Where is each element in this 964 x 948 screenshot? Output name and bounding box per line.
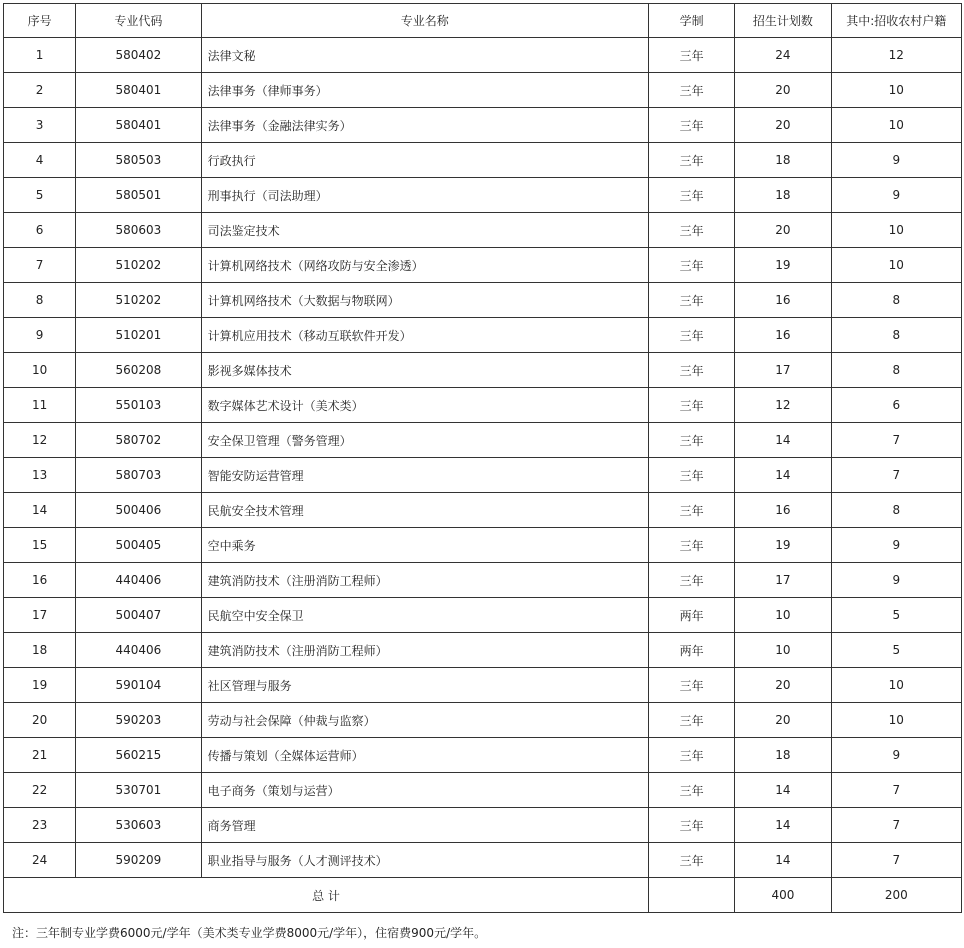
cell-name: 安全保卫管理（警务管理） xyxy=(201,423,648,458)
table-row xyxy=(4,668,962,703)
cell-duration: 三年 xyxy=(649,143,735,178)
cell-code: 580501 xyxy=(76,178,201,213)
table-row xyxy=(4,528,962,563)
cell-duration: 三年 xyxy=(649,773,735,808)
table-row xyxy=(4,353,962,388)
table-row xyxy=(4,598,962,633)
table-row xyxy=(4,493,962,528)
cell-quota: 10 xyxy=(735,633,831,668)
table-row xyxy=(4,213,962,248)
cell-quota: 10 xyxy=(735,598,831,633)
cell-name: 法律文秘 xyxy=(201,38,648,73)
cell-name: 司法鉴定技术 xyxy=(201,213,648,248)
cell-rural: 12 xyxy=(831,38,961,73)
table-row xyxy=(4,143,962,178)
cell-index: 23 xyxy=(4,808,76,843)
cell-code: 550103 xyxy=(76,388,201,423)
cell-rural: 8 xyxy=(831,318,961,353)
table-row xyxy=(4,738,962,773)
cell-code: 440406 xyxy=(76,563,201,598)
cell-code: 510202 xyxy=(76,248,201,283)
cell-duration: 三年 xyxy=(649,248,735,283)
cell-duration: 三年 xyxy=(649,178,735,213)
cell-name: 行政执行 xyxy=(201,143,648,178)
cell-rural: 7 xyxy=(831,808,961,843)
cell-quota: 20 xyxy=(735,73,831,108)
cell-rural: 10 xyxy=(831,703,961,738)
cell-code: 590209 xyxy=(76,843,201,878)
table-row xyxy=(4,73,962,108)
cell-quota: 14 xyxy=(735,843,831,878)
cell-rural: 10 xyxy=(831,248,961,283)
cell-index: 4 xyxy=(4,143,76,178)
table-row xyxy=(4,283,962,318)
cell-rural: 8 xyxy=(831,283,961,318)
cell-index: 18 xyxy=(4,633,76,668)
table-row xyxy=(4,808,962,843)
cell-code: 510201 xyxy=(76,318,201,353)
cell-index: 7 xyxy=(4,248,76,283)
cell-quota: 16 xyxy=(735,318,831,353)
cell-quota: 12 xyxy=(735,388,831,423)
table-row xyxy=(4,318,962,353)
cell-name: 计算机网络技术（大数据与物联网） xyxy=(201,283,648,318)
cell-name: 传播与策划（全媒体运营师） xyxy=(201,738,648,773)
cell-rural: 9 xyxy=(831,178,961,213)
cell-name: 劳动与社会保障（仲裁与监察） xyxy=(201,703,648,738)
cell-duration: 三年 xyxy=(649,283,735,318)
cell-name: 计算机应用技术（移动互联软件开发） xyxy=(201,318,648,353)
cell-index: 11 xyxy=(4,388,76,423)
cell-rural: 5 xyxy=(831,598,961,633)
cell-duration: 三年 xyxy=(649,808,735,843)
cell-quota: 20 xyxy=(735,213,831,248)
cell-index: 9 xyxy=(4,318,76,353)
cell-index: 19 xyxy=(4,668,76,703)
table-row xyxy=(4,773,962,808)
cell-duration: 三年 xyxy=(649,458,735,493)
cell-code: 580603 xyxy=(76,213,201,248)
cell-quota: 18 xyxy=(735,738,831,773)
table-row xyxy=(4,388,962,423)
cell-index: 20 xyxy=(4,703,76,738)
table-body xyxy=(4,38,962,878)
cell-duration: 三年 xyxy=(649,703,735,738)
cell-rural: 9 xyxy=(831,528,961,563)
cell-quota: 17 xyxy=(735,353,831,388)
cell-code: 580401 xyxy=(76,108,201,143)
cell-code: 530603 xyxy=(76,808,201,843)
table-row xyxy=(4,178,962,213)
cell-index: 13 xyxy=(4,458,76,493)
cell-code: 590104 xyxy=(76,668,201,703)
cell-index: 12 xyxy=(4,423,76,458)
table-row xyxy=(4,843,962,878)
cell-name: 刑事执行（司法助理） xyxy=(201,178,648,213)
cell-code: 590203 xyxy=(76,703,201,738)
cell-quota: 16 xyxy=(735,493,831,528)
table-row xyxy=(4,458,962,493)
cell-quota: 14 xyxy=(735,773,831,808)
header-index: 序号 xyxy=(4,4,76,38)
cell-duration: 三年 xyxy=(649,528,735,563)
cell-code: 500407 xyxy=(76,598,201,633)
cell-index: 6 xyxy=(4,213,76,248)
cell-quota: 18 xyxy=(735,143,831,178)
cell-rural: 7 xyxy=(831,843,961,878)
cell-index: 8 xyxy=(4,283,76,318)
cell-duration: 三年 xyxy=(649,493,735,528)
table-row xyxy=(4,633,962,668)
cell-rural: 10 xyxy=(831,213,961,248)
header-rural: 其中:招收农村户籍 xyxy=(831,4,961,38)
table-row xyxy=(4,423,962,458)
cell-quota: 19 xyxy=(735,248,831,283)
cell-name: 社区管理与服务 xyxy=(201,668,648,703)
total-duration xyxy=(649,878,735,913)
cell-index: 1 xyxy=(4,38,76,73)
cell-index: 17 xyxy=(4,598,76,633)
table-row xyxy=(4,703,962,738)
cell-name: 建筑消防技术（注册消防工程师） xyxy=(201,563,648,598)
cell-duration: 三年 xyxy=(649,563,735,598)
cell-duration: 三年 xyxy=(649,423,735,458)
cell-name: 智能安防运营管理 xyxy=(201,458,648,493)
cell-quota: 14 xyxy=(735,808,831,843)
table-header-row xyxy=(4,4,962,38)
cell-name: 民航空中安全保卫 xyxy=(201,598,648,633)
cell-code: 510202 xyxy=(76,283,201,318)
cell-duration: 三年 xyxy=(649,73,735,108)
table-row xyxy=(4,563,962,598)
cell-name: 空中乘务 xyxy=(201,528,648,563)
cell-duration: 两年 xyxy=(649,633,735,668)
cell-rural: 5 xyxy=(831,633,961,668)
cell-index: 5 xyxy=(4,178,76,213)
fee-note: 注：三年制专业学费6000元/学年（美术类专业学费8000元/学年），住宿费900元/学年。 xyxy=(12,926,487,940)
cell-index: 2 xyxy=(4,73,76,108)
total-label: 总 计 xyxy=(4,878,649,913)
cell-code: 580703 xyxy=(76,458,201,493)
cell-name: 电子商务（策划与运营） xyxy=(201,773,648,808)
header-quota: 招生计划数 xyxy=(735,4,831,38)
cell-code: 580503 xyxy=(76,143,201,178)
cell-duration: 三年 xyxy=(649,738,735,773)
cell-rural: 8 xyxy=(831,493,961,528)
cell-quota: 20 xyxy=(735,703,831,738)
cell-code: 500406 xyxy=(76,493,201,528)
cell-rural: 9 xyxy=(831,143,961,178)
cell-name: 数字媒体艺术设计（美术类） xyxy=(201,388,648,423)
total-rural: 200 xyxy=(831,878,961,913)
header-duration: 学制 xyxy=(649,4,735,38)
cell-quota: 17 xyxy=(735,563,831,598)
cell-name: 职业指导与服务（人才测评技术） xyxy=(201,843,648,878)
cell-index: 14 xyxy=(4,493,76,528)
cell-quota: 14 xyxy=(735,423,831,458)
cell-quota: 24 xyxy=(735,38,831,73)
cell-rural: 7 xyxy=(831,773,961,808)
table-row xyxy=(4,248,962,283)
cell-quota: 19 xyxy=(735,528,831,563)
cell-index: 10 xyxy=(4,353,76,388)
cell-duration: 三年 xyxy=(649,353,735,388)
cell-rural: 7 xyxy=(831,458,961,493)
cell-index: 3 xyxy=(4,108,76,143)
cell-index: 24 xyxy=(4,843,76,878)
enrollment-plan-table xyxy=(3,3,962,913)
cell-rural: 10 xyxy=(831,668,961,703)
cell-code: 560208 xyxy=(76,353,201,388)
cell-code: 580702 xyxy=(76,423,201,458)
cell-code: 500405 xyxy=(76,528,201,563)
cell-rural: 9 xyxy=(831,738,961,773)
cell-rural: 7 xyxy=(831,423,961,458)
table-row xyxy=(4,108,962,143)
cell-code: 580402 xyxy=(76,38,201,73)
cell-index: 21 xyxy=(4,738,76,773)
cell-rural: 6 xyxy=(831,388,961,423)
header-name: 专业名称 xyxy=(201,4,648,38)
cell-code: 440406 xyxy=(76,633,201,668)
cell-quota: 14 xyxy=(735,458,831,493)
cell-rural: 8 xyxy=(831,353,961,388)
cell-name: 建筑消防技术（注册消防工程师） xyxy=(201,633,648,668)
cell-name: 法律事务（金融法律实务） xyxy=(201,108,648,143)
cell-code: 530701 xyxy=(76,773,201,808)
cell-index: 22 xyxy=(4,773,76,808)
cell-name: 民航安全技术管理 xyxy=(201,493,648,528)
cell-duration: 三年 xyxy=(649,843,735,878)
cell-index: 16 xyxy=(4,563,76,598)
cell-duration: 三年 xyxy=(649,213,735,248)
cell-quota: 16 xyxy=(735,283,831,318)
cell-rural: 10 xyxy=(831,73,961,108)
cell-name: 商务管理 xyxy=(201,808,648,843)
cell-duration: 三年 xyxy=(649,38,735,73)
cell-code: 580401 xyxy=(76,73,201,108)
cell-duration: 两年 xyxy=(649,598,735,633)
cell-index: 15 xyxy=(4,528,76,563)
cell-quota: 20 xyxy=(735,668,831,703)
cell-name: 法律事务（律师事务） xyxy=(201,73,648,108)
header-code: 专业代码 xyxy=(76,4,201,38)
cell-duration: 三年 xyxy=(649,108,735,143)
cell-name: 影视多媒体技术 xyxy=(201,353,648,388)
total-row xyxy=(4,878,962,913)
total-quota: 400 xyxy=(735,878,831,913)
cell-quota: 18 xyxy=(735,178,831,213)
cell-duration: 三年 xyxy=(649,318,735,353)
cell-duration: 三年 xyxy=(649,668,735,703)
cell-quota: 20 xyxy=(735,108,831,143)
table-row xyxy=(4,38,962,73)
cell-duration: 三年 xyxy=(649,388,735,423)
cell-rural: 9 xyxy=(831,563,961,598)
cell-rural: 10 xyxy=(831,108,961,143)
cell-name: 计算机网络技术（网络攻防与安全渗透） xyxy=(201,248,648,283)
cell-code: 560215 xyxy=(76,738,201,773)
